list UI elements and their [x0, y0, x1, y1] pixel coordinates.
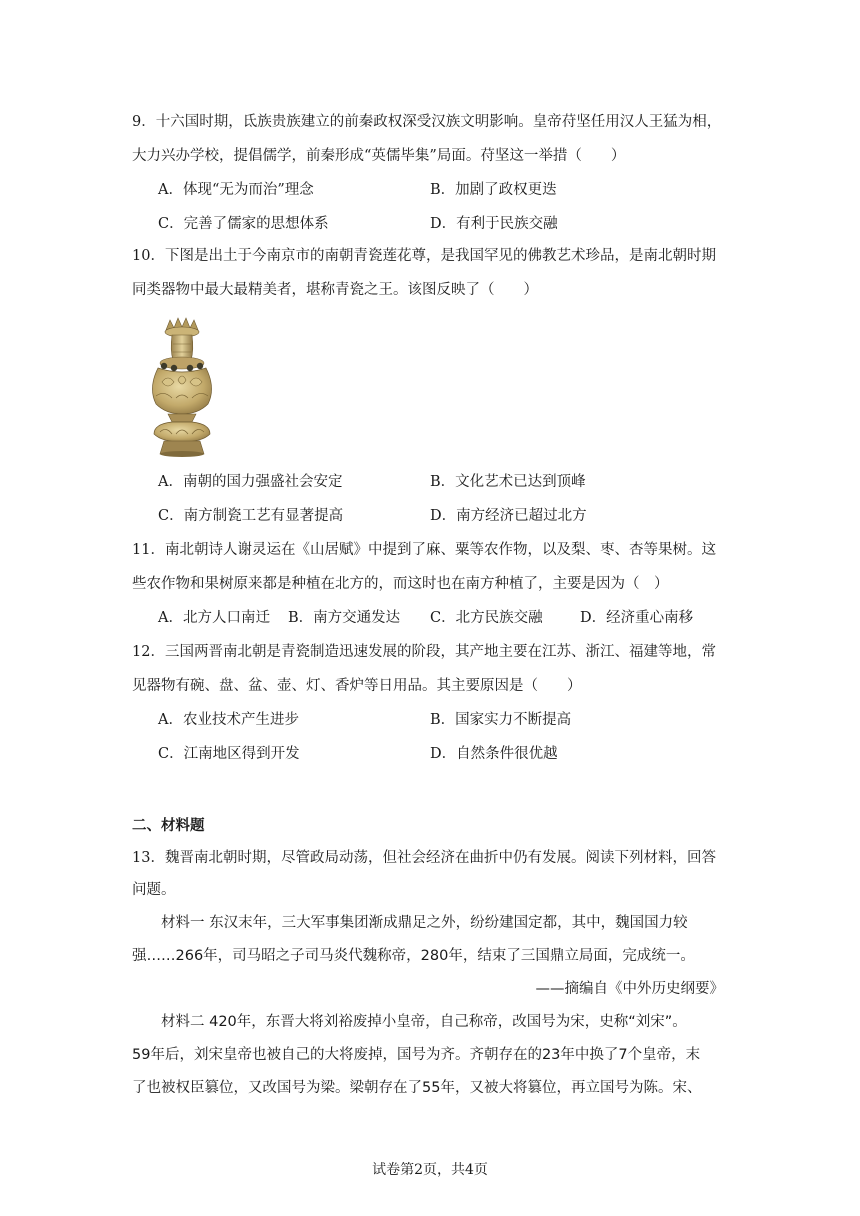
q12-option-c: C．江南地区得到开发: [158, 746, 300, 762]
page-footer: 试卷第2页，共4页: [372, 1162, 488, 1178]
section-heading: 二、材料题: [132, 817, 205, 834]
q13-material1-line2: 强……266年，司马昭之子司马炎代魏称帝，280年，结束了三国鼎立局面，完成统一。: [132, 948, 695, 964]
q11-option-a: A．北方人口南迁: [158, 610, 270, 626]
q9-option-c: C．完善了儒家的思想体系: [158, 216, 329, 232]
q9-option-d: D．有利于民族交融: [430, 216, 558, 232]
q12-stem-line1: 12．三国两晋南北朝是青瓷制造迅速发展的阶段，其产地主要在江苏、浙江、福建等地，常: [132, 644, 716, 660]
lotus-vase-illustration: [142, 316, 222, 458]
q11-stem-line2: 些农作物和果树原来都是种植在北方的，而这时也在南方种植了，主要是因为（ ）: [132, 576, 669, 592]
q12-option-a: A．农业技术产生进步: [158, 712, 299, 728]
q12-stem-line2: 见器物有碗、盘、盆、壶、灯、香炉等日用品。其主要原因是（ ）: [132, 678, 582, 694]
q10-stem-line1: 10．下图是出土于今南京市的南朝青瓷莲花尊，是我国罕见的佛教艺术珍品，是南北朝时期: [132, 248, 716, 264]
q11-stem-line1: 11．南北朝诗人谢灵运在《山居赋》中提到了麻、粟等农作物，以及梨、枣、杏等果树。这: [132, 542, 716, 558]
q10-option-b: B．文化艺术已达到顶峰: [430, 474, 586, 490]
q11-option-b: B．南方交通发达: [288, 610, 401, 626]
q13-material1-source: ——摘编自《中外历史纲要》: [535, 981, 724, 997]
q13-stem-line1: 13．魏晋南北朝时期，尽管政局动荡，但社会经济在曲折中仍有发展。阅读下列材料，回答: [132, 850, 716, 866]
q12-option-b: B．国家实力不断提高: [430, 712, 572, 728]
q9-stem-line1: 9．十六国时期，氐族贵族建立的前秦政权深受汉族文明影响。皇帝苻坚任用汉人王猛为相，: [132, 114, 722, 130]
q13-material2-line2: 59年后，刘宋皇帝也被自己的大将废掉，国号为齐。齐朝存在的23年中换了7个皇帝，末: [132, 1047, 701, 1063]
q13-stem-line2: 问题。: [132, 882, 176, 898]
q13-material2-line3: 了也被权臣篡位，又改国号为梁。梁朝存在了55年，又被大将篡位，再立国号为陈。宋、: [132, 1080, 702, 1096]
q10-stem-line2: 同类器物中最大最精美者，堪称青瓷之王。该图反映了（ ）: [132, 282, 538, 298]
q10-option-d: D．南方经济已超过北方: [430, 508, 587, 524]
q9-stem-line2: 大力兴办学校，提倡儒学，前秦形成“英儒毕集”局面。苻坚这一举措（ ）: [132, 148, 626, 164]
q11-option-d: D．经济重心南移: [580, 610, 694, 626]
q9-option-a: A．体现“无为而治”理念: [158, 182, 314, 198]
q9-option-b: B．加剧了政权更迭: [430, 182, 557, 198]
q11-option-c: C．北方民族交融: [430, 610, 543, 626]
q10-option-c: C．南方制瓷工艺有显著提高: [158, 508, 344, 524]
q13-material2-line1: 材料二 420年，东晋大将刘裕废掉小皇帝，自己称帝，改国号为宋，史称“刘宋”。: [132, 1014, 687, 1030]
q12-option-d: D．自然条件很优越: [430, 746, 558, 762]
q13-material1-line1: 材料一 东汉末年，三大军事集团渐成鼎足之外，纷纷建国定都，其中，魏国国力较: [132, 915, 688, 931]
q10-option-a: A．南朝的国力强盛社会安定: [158, 474, 343, 490]
